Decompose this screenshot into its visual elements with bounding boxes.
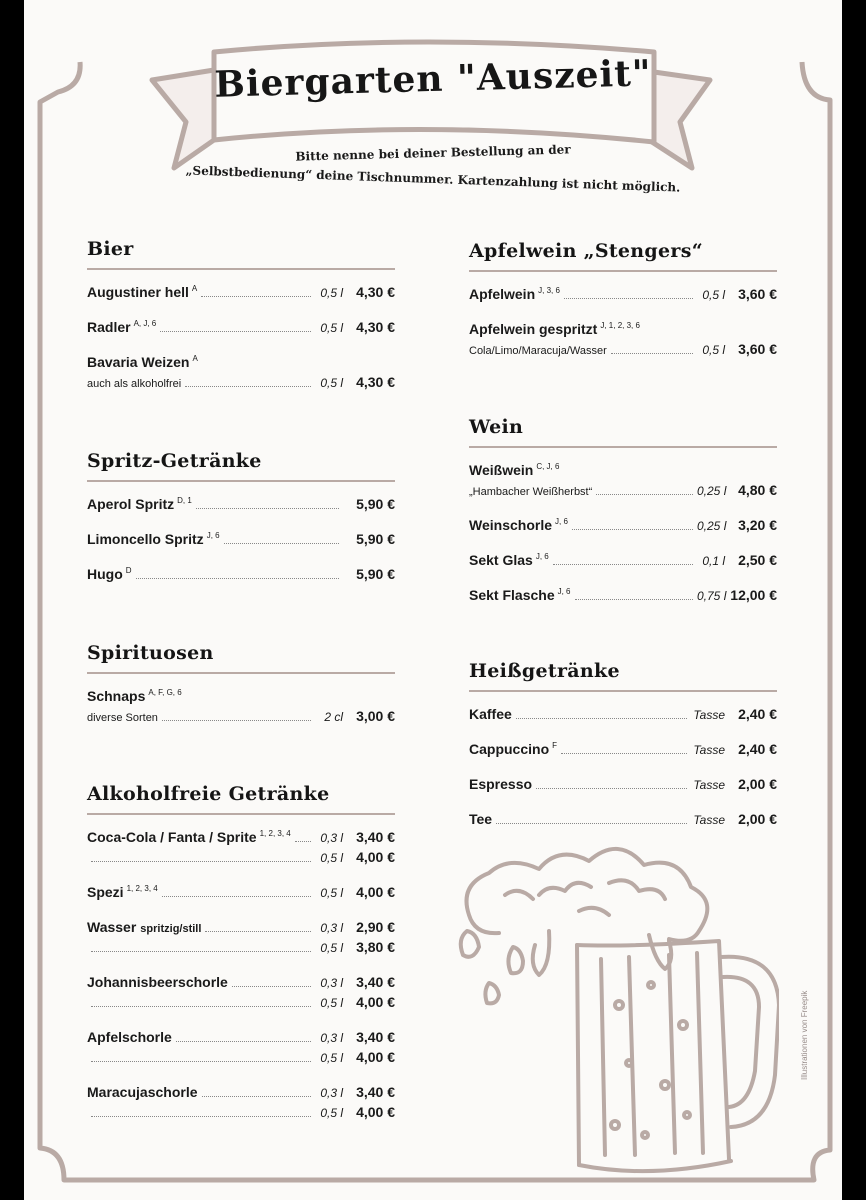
item-price: 3,40 € [356,1029,395,1045]
item-name: Weißwein $^{C, J, 6}$ [469,462,560,478]
allergen-codes: J, 6 [535,552,549,561]
item-size: 0,5 l [320,1051,343,1065]
item-name: Wasser spritzig/still [87,919,202,935]
item-description: „Hambacher Weißherbst“ [469,486,593,498]
item-price: 3,60 € [738,286,777,302]
item-size: 0,5 l [320,286,343,300]
item-size: 0,5 l [320,941,343,955]
section-title: Alkoholfreie Getränke [87,783,395,815]
dot-leader [596,494,693,495]
allergen-codes: A [192,354,198,363]
item-size: Tasse [693,813,725,827]
menu-item [87,688,395,728]
item-size: 0,5 l [320,996,343,1010]
subtitle-line-2: „Selbstbedienung“ deine Tischnummer. Kartenzahlung ist nicht möglich. [185,163,681,195]
allergen-codes: 1, 2, 3, 4 [259,829,291,838]
item-name: Limoncello Spritz $^{J, 6}$ [87,531,220,547]
menu-item [87,566,395,586]
item-name: Kaffee [469,706,512,722]
dot-leader [205,931,311,932]
menu-item [469,706,777,726]
item-size: 0,3 l [320,1031,343,1045]
item-price: 3,60 € [738,341,777,357]
dot-leader [564,298,693,299]
item-size: Tasse [693,743,725,757]
item-price: 5,90 € [356,531,395,547]
menu-item [469,587,777,607]
item-name: Cappuccino $^F$ [469,741,558,757]
item-size: Tasse [693,708,725,722]
dot-leader [232,986,311,987]
item-size: 0,3 l [320,831,343,845]
item-name: Maracujaschorle [87,1084,198,1100]
menu-item [469,517,777,537]
dot-leader [516,718,687,719]
dot-leader [91,1116,311,1117]
menu-item [469,811,777,831]
menu-item [87,974,395,1014]
dot-leader [536,788,687,789]
item-price: 2,00 € [738,776,777,792]
item-price: 4,00 € [356,884,395,900]
allergen-codes: J, 6 [555,517,568,526]
item-size: 0,1 l [702,554,725,568]
item-name: Johannisbeerschorle [87,974,228,990]
item-price: 4,30 € [356,319,395,335]
dot-leader [496,823,687,824]
dot-leader [162,720,311,721]
section-title: Spirituosen [87,642,395,674]
item-price: 2,40 € [738,741,777,757]
menu-item [469,462,777,502]
dot-leader [202,1096,312,1097]
section-heissgetraenke [469,660,777,831]
dot-leader [572,529,693,530]
item-price: 12,00 € [730,587,777,603]
subtitle-line-1: Bitte nenne bei deiner Bestellung an der [295,142,571,164]
allergen-codes: J, 1, 2, 3, 6 [600,321,640,330]
allergen-codes: F [552,741,558,750]
menu-item [469,776,777,796]
allergen-codes: J, 3, 6 [538,286,560,295]
item-size: 0,5 l [702,288,725,302]
allergen-codes: A, J, 6 [133,319,157,328]
item-price: 4,00 € [356,994,395,1010]
item-price: 2,90 € [356,919,395,935]
item-size: 0,25 l [697,484,727,498]
section-spritz [87,450,395,586]
item-size: 0,3 l [320,976,343,990]
item-size: 2 cl [324,710,343,724]
item-name: Aperol Spritz $^{D, 1}$ [87,496,192,512]
item-description: diverse Sorten [87,712,158,724]
menu-item [469,321,777,361]
allergen-codes: J, 6 [557,587,571,596]
allergen-codes: D [125,566,132,575]
dot-leader [196,508,339,509]
allergen-codes: A [191,284,198,293]
item-price: 3,40 € [356,974,395,990]
dot-leader [224,543,339,544]
item-size: 0,5 l [320,1106,343,1120]
item-price: 3,40 € [356,1084,395,1100]
item-description: Cola/Limo/Maracuja/Wasser [469,345,607,357]
item-price: 4,30 € [356,284,395,300]
dot-leader [136,578,339,579]
section-title: Wein [469,416,777,448]
item-price: 3,40 € [356,829,395,845]
dot-leader [162,896,311,897]
item-price: 4,00 € [356,1049,395,1065]
dot-leader [201,296,311,297]
item-price: 3,80 € [356,939,395,955]
menu-page [24,0,842,1200]
section-title: Bier [87,238,395,270]
item-name: Sekt Glas $^{J, 6}$ [469,552,549,568]
item-name: Augustiner hell $^A$ [87,284,198,300]
item-size: 0,75 l [697,589,727,603]
dot-leader [575,599,693,600]
item-name: Apfelschorle [87,1029,172,1045]
item-name: Sekt Flasche $^{J, 6}$ [469,587,571,603]
item-name: Apfelwein $^{J, 3, 6}$ [469,286,560,302]
item-name: Spezi $^{1, 2, 3, 4}$ [87,884,158,900]
item-price: 4,80 € [738,482,777,498]
menu-item [87,319,395,339]
item-name: Hugo $^D$ [87,566,132,582]
dot-leader [91,1061,311,1062]
item-note: spritzig/still [140,923,202,935]
section-apfelwein [469,240,777,361]
menu-item [87,284,395,304]
item-price: 4,00 € [356,849,395,865]
item-price: 2,00 € [738,811,777,827]
item-name: Bavaria Weizen $^A$ [87,354,198,370]
section-wein [469,416,777,607]
item-name: Coca-Cola / Fanta / Sprite $^{1, 2, 3, 4}$ [87,829,291,845]
section-alkoholfrei [87,783,395,1124]
menu-item [87,884,395,904]
item-name: Espresso [469,776,533,792]
menu-item [469,286,777,306]
item-name: Schnaps $^{A, F, G, 6}$ [87,688,182,704]
item-size: 0,5 l [320,376,343,390]
section-bier [87,238,395,394]
dot-leader [295,841,311,842]
dot-leader [91,951,311,952]
item-price: 2,50 € [738,552,777,568]
item-size: 0,5 l [320,886,343,900]
item-name: Tee [469,811,493,827]
item-price: 4,30 € [356,374,395,390]
item-size: 0,3 l [320,921,343,935]
allergen-codes: 1, 2, 3, 4 [126,884,158,893]
allergen-codes: D, 1 [177,496,192,505]
dot-leader [176,1041,311,1042]
allergen-codes: C, J, 6 [536,462,560,471]
item-name: Radler $^{A, J, 6}$ [87,319,157,335]
item-description: auch als alkoholfrei [87,378,182,390]
item-price: 2,40 € [738,706,777,722]
beer-mug-illustration [429,835,779,1175]
dot-leader [553,564,693,565]
menu-item [87,496,395,516]
section-title: Heißgetränke [469,660,777,692]
item-size: Tasse [693,778,725,792]
allergen-codes: J, 6 [206,531,220,540]
menu-item [87,1029,395,1069]
dot-leader [561,753,687,754]
dot-leader [91,1006,311,1007]
menu-item [87,919,395,959]
dot-leader [611,353,693,354]
menu-item [87,829,395,869]
menu-item [469,552,777,572]
item-size: 0,5 l [320,321,343,335]
item-size: 0,3 l [320,1086,343,1100]
section-title: Spritz-Getränke [87,450,395,482]
item-price: 3,00 € [356,708,395,724]
page-title: Biergarten "Auszeit" [213,52,653,106]
item-price: 3,20 € [738,517,777,533]
item-name: Weinschorle $^{J, 6}$ [469,517,568,533]
menu-item [87,531,395,551]
section-spirituosen [87,642,395,728]
dot-leader [185,386,311,387]
dot-leader [160,331,311,332]
item-price: 5,90 € [356,496,395,512]
item-price: 5,90 € [356,566,395,582]
item-size: 0,5 l [702,343,725,357]
dot-leader [91,861,311,862]
item-name: Apfelwein gespritzt $^{J, 1, 2, 3, 6}$ [469,321,640,337]
item-price: 4,00 € [356,1104,395,1120]
allergen-codes: A, F, G, 6 [148,688,182,697]
section-title: Apfelwein „Stengers“ [469,240,777,272]
illustration-credit: Illustrationen von Freepik [800,990,809,1080]
menu-item [469,741,777,761]
item-size: 0,25 l [697,519,727,533]
item-size: 0,5 l [320,851,343,865]
menu-item [87,1084,395,1124]
menu-item [87,354,395,394]
